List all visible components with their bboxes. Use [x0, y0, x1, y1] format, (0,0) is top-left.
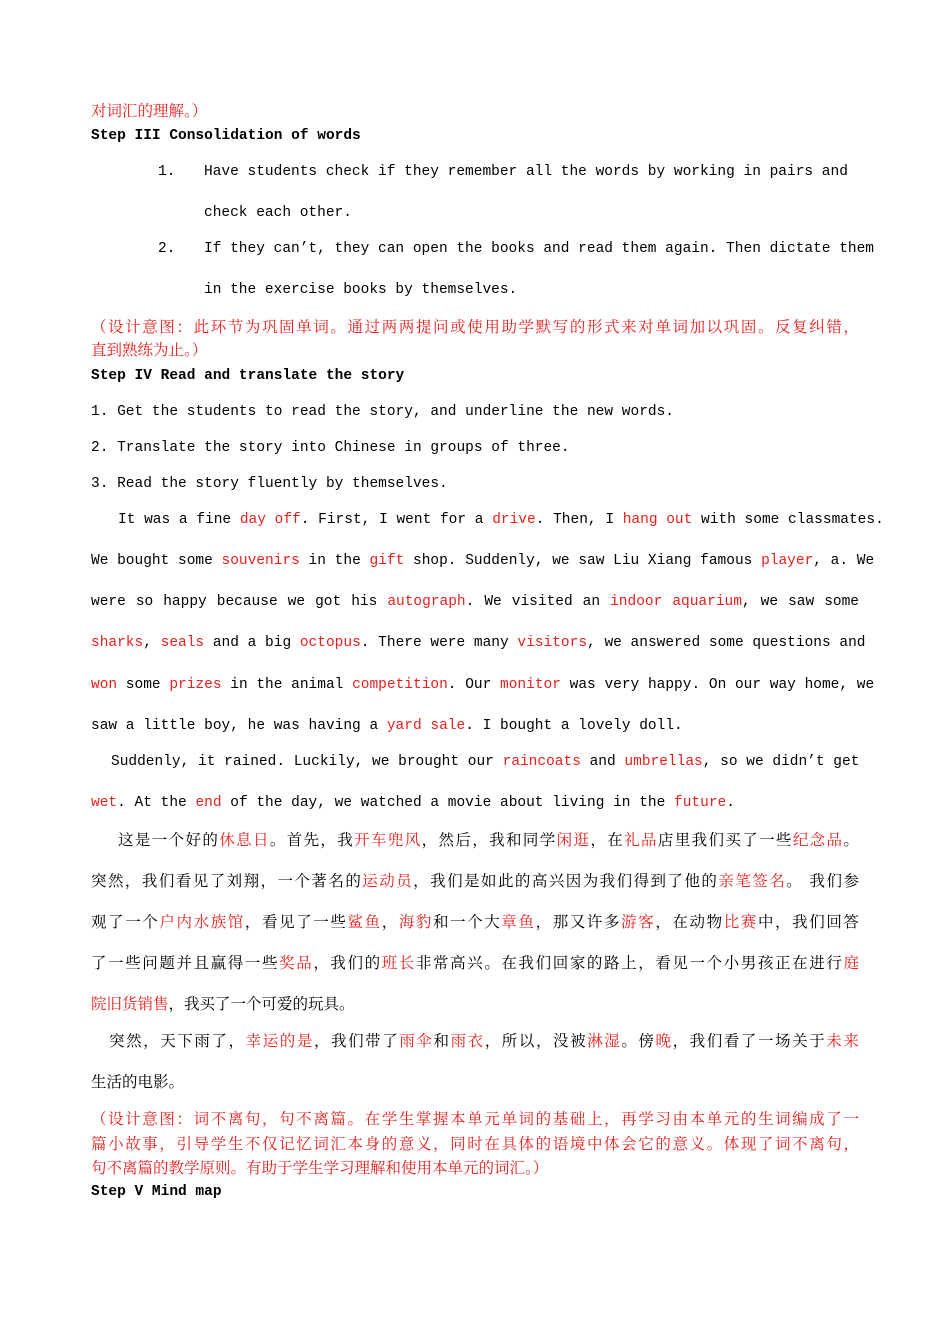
story-cn-text: ，那又许多: [535, 913, 622, 931]
story-en-highlight-word: umbrellas: [624, 754, 703, 770]
story-en-highlight-word: wet: [91, 795, 118, 811]
story-en-text: with some classmates.: [692, 512, 884, 528]
story-cn-text: ，我们带了: [313, 1032, 400, 1050]
story-cn-line-1: [118, 829, 859, 851]
story-cn-highlight-word: 开车兜风: [354, 831, 422, 849]
story-cn-highlight-word: 亲笔签名: [718, 872, 787, 890]
story-cn-text: 。 我们参: [786, 872, 859, 890]
step4-design-note-line2: 篇小故事，引导学生不仅记忆词汇本身的意义，同时在具体的语境中体会它的意义。体现了词不离句，: [91, 1135, 859, 1153]
story-en-text: , a. We: [813, 553, 875, 569]
story-en-highlight-word: day off: [239, 512, 301, 528]
story-cn-highlight-word: 未来: [826, 1032, 859, 1050]
story-en-text: . First, I went for a: [300, 512, 493, 528]
story-cn-text: 这是一个好的: [118, 831, 220, 849]
story-en-highlight-word: competition: [352, 677, 448, 693]
story-en-text: shop. Suddenly, we saw Liu Xiang famous: [404, 553, 762, 569]
story-en-highlight-word: won: [91, 677, 118, 693]
story-en-text: It was a fine: [118, 512, 240, 528]
story-cn-highlight-word: 奖品: [279, 954, 314, 972]
story-en-text: . Our: [447, 677, 501, 693]
story-en-text: and a big: [204, 635, 300, 651]
story-en-line-7: [111, 754, 859, 770]
story-cn-text: ，我买了一个可爱的玩具。: [168, 995, 355, 1013]
step3-design-note-line1: （设计意图：此环节为巩固单词。通过两两提问或使用助学默写的形式来对单词加以巩固。反复纠错，: [91, 318, 859, 336]
story-cn-text: ，看见了一些: [244, 913, 348, 931]
story-cn-highlight-word: 游客: [621, 913, 656, 931]
story-en-text: some: [117, 677, 170, 693]
story-cn-text: ，我们是如此的高兴因为我们得到了他的: [413, 872, 719, 890]
story-en-text: , we saw some: [741, 594, 859, 610]
story-cn-highlight-word: 院旧货销售: [91, 995, 169, 1013]
story-en-text: was very happy. On our way home, we: [560, 677, 875, 693]
story-cn-text: ，所以，没被: [484, 1032, 588, 1050]
story-cn-text: 突然，天下雨了，: [109, 1032, 246, 1050]
story-en-text: and: [580, 754, 625, 770]
story-en-text: . Then, I: [535, 512, 623, 528]
story-en-text: of the day, we watched a movie about living in the: [221, 795, 675, 811]
story-en-line-8: [91, 795, 735, 811]
story-cn-text: 中，我们回答: [757, 913, 859, 931]
story-cn-highlight-word: 闲逛: [556, 831, 591, 849]
story-cn-text: 。首先，我: [269, 831, 355, 849]
story-en-text: We bought some: [91, 553, 222, 569]
story-cn-text: ，在动物: [655, 913, 724, 931]
story-en-text: in the animal: [221, 677, 353, 693]
story-cn-highlight-word: 比赛: [723, 913, 758, 931]
story-cn-line-6: [109, 1030, 859, 1052]
story-cn-text: ，然后，我和同学: [421, 831, 557, 849]
story-en-highlight-word: hang out: [622, 512, 693, 528]
story-cn-highlight-word: 庭: [843, 954, 859, 972]
step4-item-1: 1. Get the students to read the story, and underline the new words.: [91, 404, 674, 420]
story-en-text: . We visited an: [465, 594, 611, 610]
story-en-text: , so we didn’t get: [702, 754, 860, 770]
story-en-text: saw a little boy, he was having a: [91, 718, 387, 734]
story-cn-highlight-word: 淋湿: [587, 1032, 622, 1050]
story-en-highlight-word: gift: [369, 553, 405, 569]
story-en-text: ,: [143, 635, 161, 651]
story-en-highlight-word: player: [761, 553, 814, 569]
story-en-highlight-word: seals: [160, 635, 205, 651]
story-cn-text: 了一些问题并且赢得一些: [91, 954, 280, 972]
story-en-highlight-word: indoor aquarium: [610, 594, 742, 610]
story-cn-line-4: [91, 952, 859, 974]
story-en-text: . I bought a lovely doll.: [465, 718, 683, 734]
story-en-text: in the: [299, 553, 370, 569]
story-en-line-3: [91, 594, 859, 610]
story-cn-line-3: [91, 911, 859, 933]
story-cn-highlight-word: 雨伞: [399, 1032, 434, 1050]
step3-heading: Step III Consolidation of words: [91, 128, 361, 144]
step5-heading: Step V Mind map: [91, 1184, 222, 1200]
story-en-line-5: [91, 677, 875, 693]
step3-item1-line2: check each other.: [204, 205, 352, 221]
story-en-highlight-word: future: [674, 795, 727, 811]
story-en-highlight-word: prizes: [169, 677, 222, 693]
step3-item1-line1: Have students check if they remember all the words by working in pairs and: [204, 164, 848, 180]
story-cn-text: 。傍: [621, 1032, 656, 1050]
story-cn-text: 观了一个: [91, 913, 160, 931]
story-cn-text: 生活的电影。: [91, 1073, 185, 1091]
story-cn-highlight-word: 礼品: [624, 831, 658, 849]
story-en-highlight-word: raincoats: [502, 754, 581, 770]
design-note-tail: 对词汇的理解。）: [91, 102, 208, 120]
step4-heading: Step IV Read and translate the story: [91, 368, 405, 384]
story-cn-highlight-word: 海豹: [398, 913, 434, 931]
story-cn-highlight-word: 户内水族馆: [159, 913, 245, 931]
story-cn-highlight-word: 运动员: [362, 872, 414, 890]
story-en-line-6: [91, 718, 683, 734]
story-cn-highlight-word: 雨衣: [450, 1032, 485, 1050]
story-cn-highlight-word: 鲨鱼: [347, 913, 382, 931]
story-en-highlight-word: drive: [492, 512, 536, 528]
story-en-text: . At the: [117, 795, 196, 811]
story-en-text: , we answered some questions and: [587, 635, 866, 651]
story-en-text: were so happy because we got his: [91, 594, 388, 610]
story-cn-text: ，: [381, 913, 399, 931]
story-en-highlight-word: monitor: [500, 677, 561, 693]
story-en-highlight-word: end: [195, 795, 222, 811]
story-cn-highlight-word: 幸运的是: [245, 1032, 314, 1050]
step3-item2-line2: in the exercise books by themselves.: [204, 282, 518, 298]
story-en-highlight-word: souvenirs: [221, 553, 300, 569]
story-en-line-2: [91, 553, 875, 569]
story-cn-text: 非常高兴。在我们回家的路上，看见一个小男孩正在进行: [415, 954, 844, 972]
story-cn-text: ，在: [590, 831, 625, 849]
step3-item2-number: 2.: [158, 241, 176, 257]
story-cn-text: 和一个大: [433, 913, 502, 931]
story-cn-line-2: [91, 870, 859, 892]
story-cn-text: 。: [843, 831, 859, 849]
story-cn-line-7: [91, 1071, 184, 1093]
step4-design-note-line1: （设计意图：词不离句，句不离篇。在学生掌握本单元单词的基础上，再学习由本单元的生词编成了一: [91, 1110, 859, 1128]
story-en-highlight-word: yard sale: [386, 718, 466, 734]
story-en-highlight-word: autograph: [387, 594, 466, 610]
step4-item-2: 2. Translate the story into Chinese in groups of three.: [91, 440, 570, 456]
story-en-highlight-word: octopus: [299, 635, 361, 651]
step3-design-note-line2: 直到熟练为止。）: [91, 341, 208, 359]
step3-item2-line1: If they can’t, they can open the books and read them again. Then dictate them: [204, 241, 875, 257]
story-cn-text: ，我们看了一场关于: [672, 1032, 827, 1050]
step3-item1-number: 1.: [158, 164, 176, 180]
story-cn-highlight-word: 休息日: [219, 831, 270, 849]
story-en-text: .: [726, 795, 735, 811]
story-cn-highlight-word: 纪念品: [792, 831, 844, 849]
story-cn-line-5: [91, 993, 355, 1015]
story-en-highlight-word: visitors: [517, 635, 588, 651]
story-cn-text: 店里我们买了一些: [657, 831, 793, 849]
story-en-highlight-word: sharks: [91, 635, 144, 651]
story-cn-text: ，我们的: [313, 954, 382, 972]
story-cn-highlight-word: 班长: [381, 954, 416, 972]
step4-design-note-line3: 句不离篇的教学原则。有助于学生学习理解和使用本单元的词汇。）: [91, 1159, 549, 1177]
story-en-line-4: [91, 635, 866, 651]
story-en-text: . There were many: [360, 635, 518, 651]
story-cn-text: 突然，我们看见了刘翔，一个著名的: [91, 872, 363, 890]
story-en-line-1: [118, 512, 884, 528]
story-cn-highlight-word: 章鱼: [501, 913, 536, 931]
story-cn-highlight-word: 晚: [655, 1032, 673, 1050]
step4-item-3: 3. Read the story fluently by themselves.: [91, 476, 448, 492]
story-en-text: Suddenly, it rained. Luckily, we brought our: [111, 754, 503, 770]
story-cn-text: 和: [433, 1032, 451, 1050]
